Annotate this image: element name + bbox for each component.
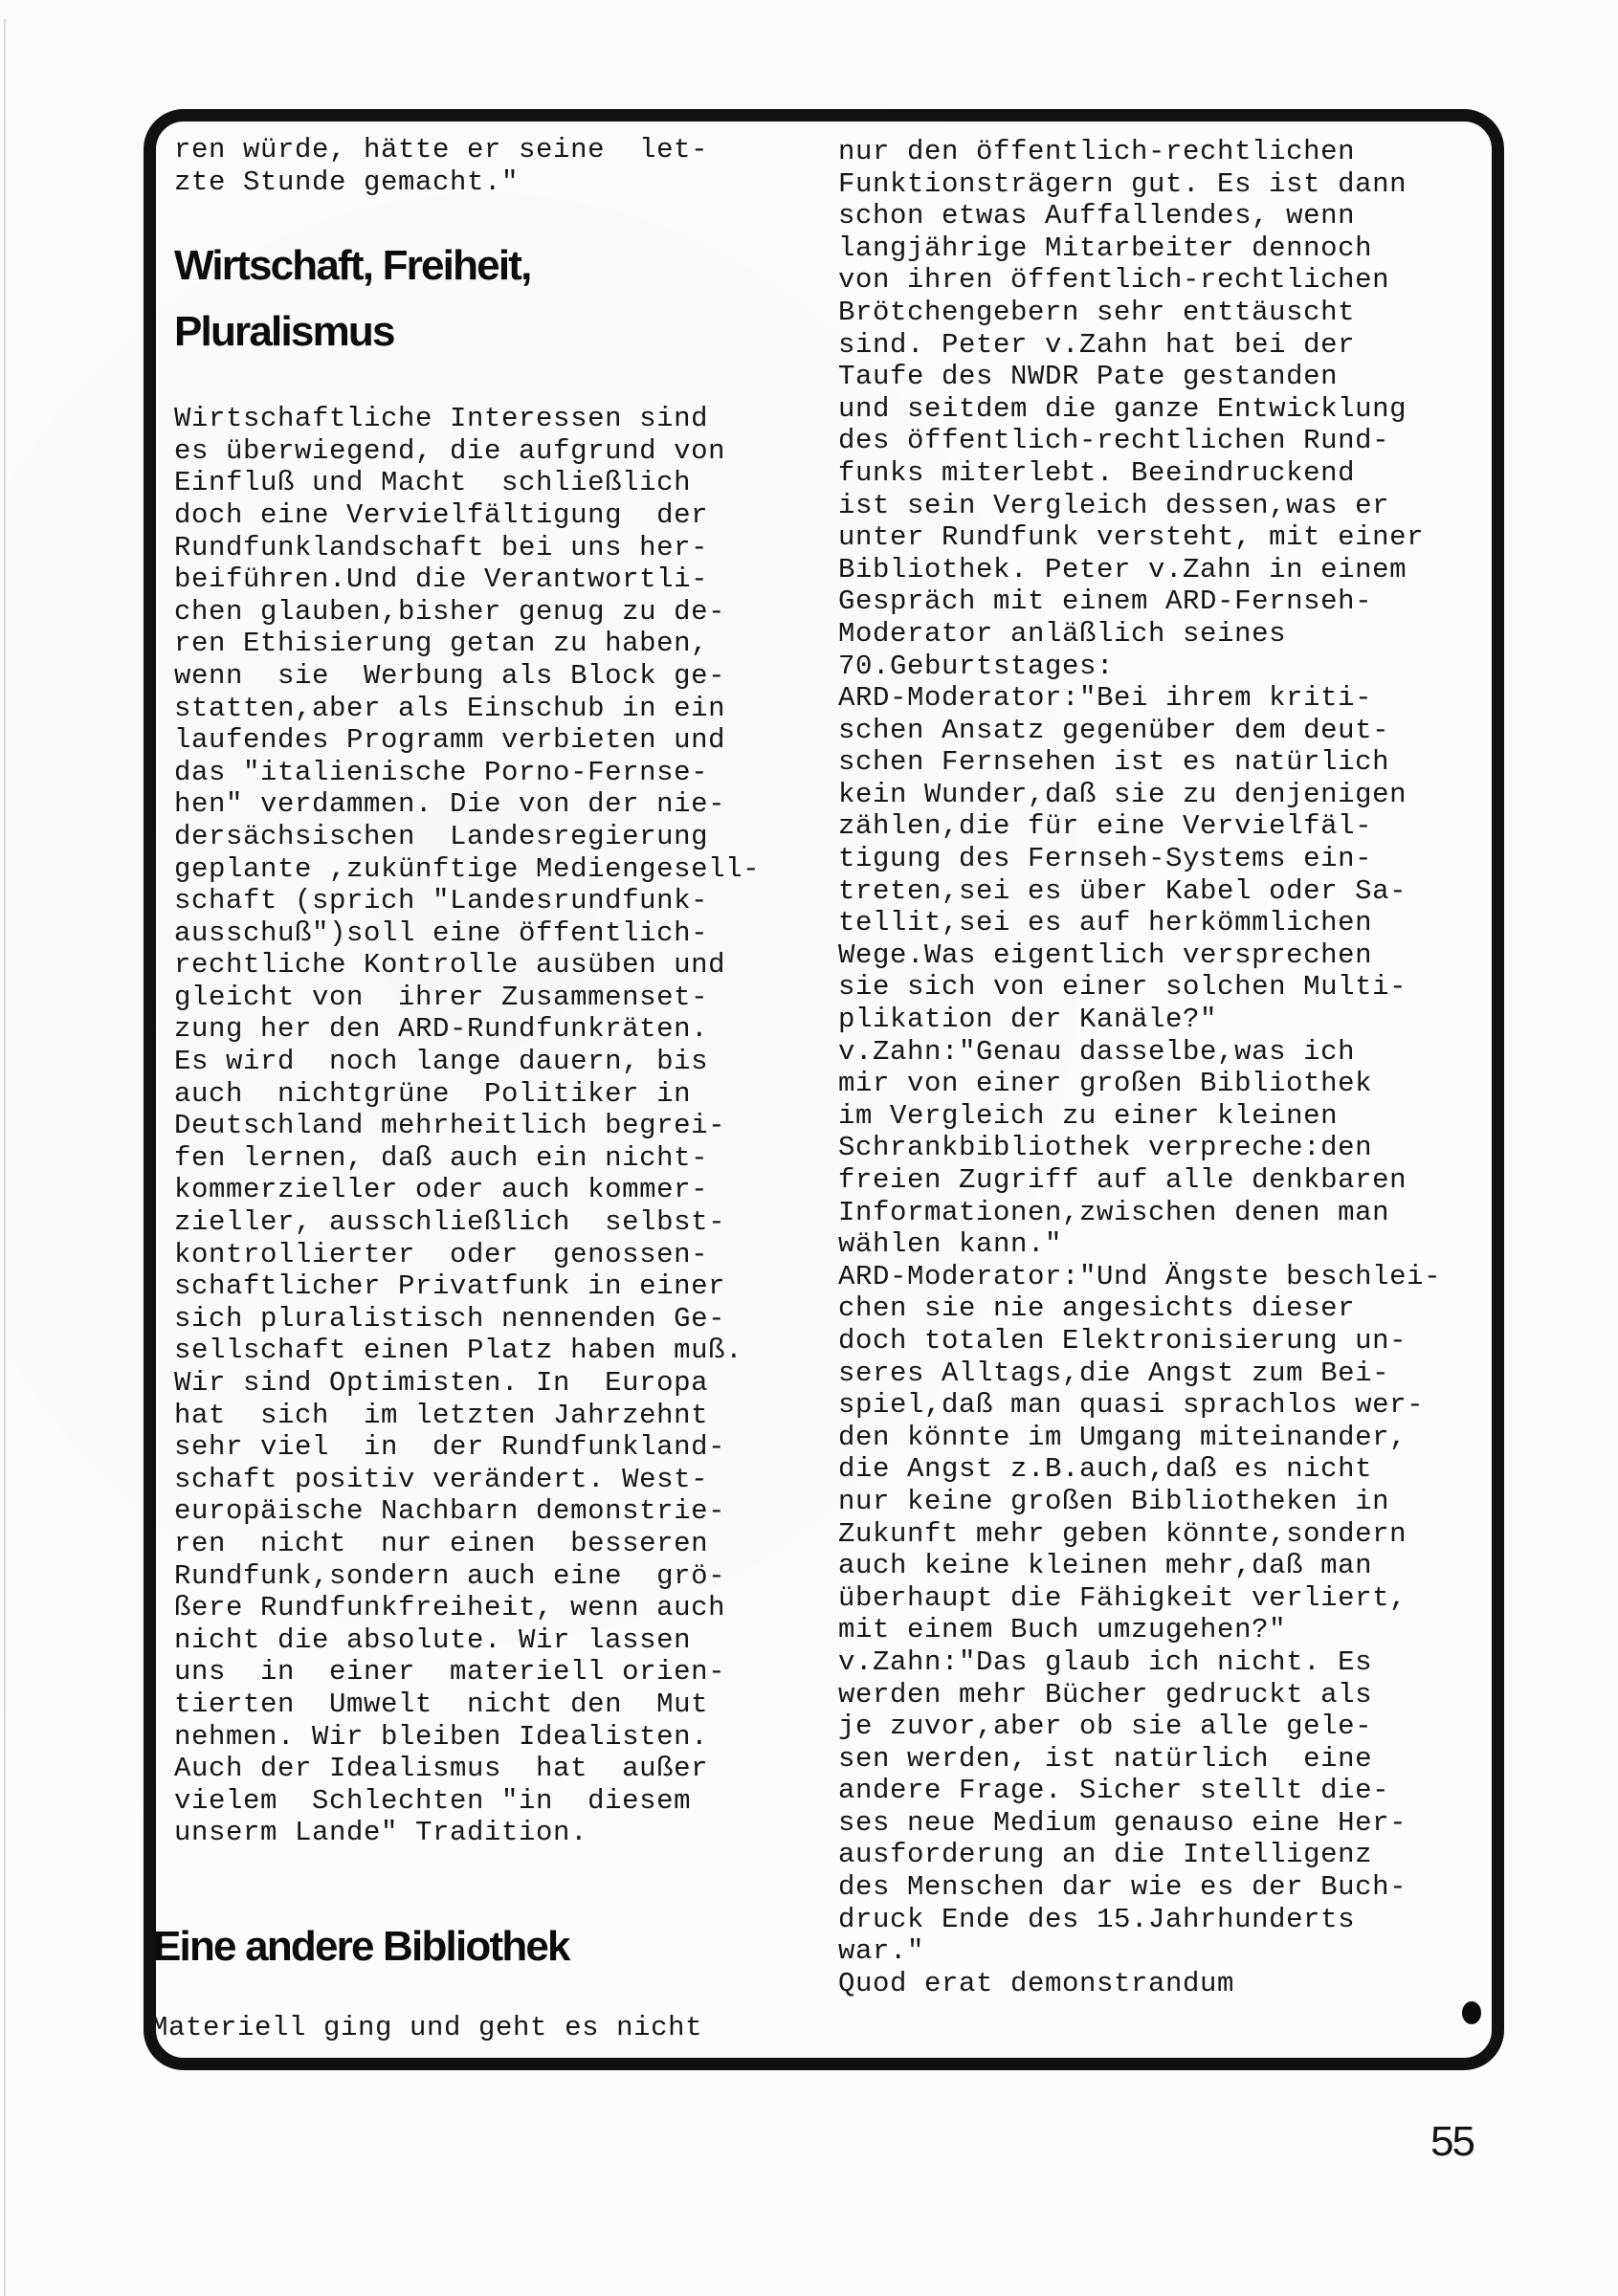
body-line: tierten Umwelt nicht den Mut: [174, 1688, 709, 1720]
body-line: Informationen,zwischen denen man: [838, 1196, 1390, 1228]
body-line: hen" verdammen. Die von der nie-: [174, 788, 726, 821]
body-line: laufendes Programm verbieten und: [174, 724, 726, 757]
body-line: plikation der Kanäle?": [838, 1004, 1218, 1036]
body-line: chen glauben,bisher genug zu de-: [174, 595, 726, 628]
right-column-body: [838, 136, 1508, 1999]
body-line: schen Ansatz gegenüber dem deut-: [838, 714, 1390, 746]
intro-line: ren würde, hätte er seine let-: [174, 134, 709, 166]
right-column: [838, 134, 1508, 1999]
body-line: ßere Rundfunkfreiheit, wenn auch: [174, 1592, 726, 1624]
body-line: dersächsischen Landesregierung: [174, 820, 709, 852]
left-column: [151, 134, 806, 2044]
body-line: tigung des Fernseh-Systems ein-: [838, 843, 1373, 875]
body-line: sellschaft einen Platz haben muß.: [174, 1335, 743, 1367]
body-line: ARD-Moderator:"Bei ihrem kriti-: [838, 682, 1373, 715]
body-line: nur keine großen Bibliotheken in: [838, 1485, 1390, 1517]
body-line: schaftlicher Privatfunk in einer: [174, 1270, 726, 1303]
body-line: den könnte im Umgang miteinander,: [838, 1421, 1407, 1453]
body-line: tellit,sei es auf herkömmlichen: [838, 907, 1373, 939]
body-line: schaft positiv verändert. West-: [174, 1463, 709, 1495]
body-line: Materiell ging und geht es nicht: [151, 2011, 703, 2043]
body-line: Schrankbibliothek verpreche:den: [838, 1132, 1373, 1164]
body-line: zieller, ausschließlich selbst-: [174, 1206, 726, 1239]
body-line: wenn sie Werbung als Block ge-: [174, 659, 726, 692]
body-line: ren nicht nur einen besseren: [174, 1527, 709, 1559]
body-line: des öffentlich-rechtlichen Rund-: [838, 425, 1390, 457]
body-line: freien Zugriff auf alle denkbaren: [838, 1164, 1407, 1196]
body-line: sen werden, ist natürlich eine: [838, 1742, 1373, 1775]
body-line: Gespräch mit einem ARD-Fernseh-: [838, 585, 1373, 618]
body-line: rechtliche Kontrolle ausüben und: [174, 949, 726, 982]
body-line: v.Zahn:"Genau dasselbe,was ich: [838, 1035, 1356, 1068]
body-line: kommerzieller oder auch kommer-: [174, 1174, 709, 1206]
body-line: ses neue Medium genauso eine Her-: [838, 1806, 1407, 1839]
body-line: nehmen. Wir bleiben Idealisten.: [174, 1720, 709, 1753]
body-line: andere Frage. Sicher stellt die-: [838, 1775, 1390, 1807]
intro-line: zte Stunde gemacht.": [174, 166, 520, 198]
body-line: mit einem Buch umzugehen?": [838, 1614, 1287, 1646]
body-line: Funktionsträgern gut. Es ist dann: [838, 167, 1407, 200]
body-line: Es wird noch lange dauern, bis: [174, 1046, 709, 1078]
spacer: [174, 1976, 806, 2012]
body-line: auch keine kleinen mehr,daß man: [838, 1550, 1373, 1582]
scan-edge-shadow: [4, 19, 7, 2296]
body-line: ren Ethisierung getan zu haben,: [174, 628, 709, 660]
body-line: doch totalen Elektronisierung un-: [838, 1324, 1407, 1357]
body-line: fen lernen, daß auch ein nicht-: [174, 1141, 709, 1174]
body-line: Taufe des NWDR Pate gestanden: [838, 361, 1339, 393]
body-line: sind. Peter v.Zahn hat bei der: [838, 328, 1356, 361]
body-line: Wirtschaftliche Interessen sind: [174, 403, 709, 435]
body-line: sie sich von einer solchen Multi-: [838, 971, 1407, 1004]
body-line: von ihren öffentlich-rechtlichen: [838, 264, 1390, 297]
body-line: schen Fernsehen ist es natürlich: [838, 746, 1390, 779]
body-line: Bibliothek. Peter v.Zahn in einem: [838, 553, 1407, 585]
body-line: Quod erat demonstrandum: [838, 1967, 1235, 1999]
body-line: ausforderung an die Intelligenz: [838, 1839, 1373, 1871]
body-line: beiführen.Und die Verantwortli-: [174, 563, 709, 596]
body-line: ausschuß")soll eine öffentlich-: [174, 916, 709, 949]
body-line: war.": [838, 1935, 925, 1968]
body-line: ARD-Moderator:"Und Ängste beschlei-: [838, 1260, 1442, 1292]
body-line: im Vergleich zu einer kleinen: [838, 1099, 1339, 1132]
body-line: Zukunft mehr geben könnte,sondern: [838, 1517, 1407, 1550]
body-line: auch nichtgrüne Politiker in: [174, 1077, 692, 1110]
body-line: Brötchengebern sehr enttäuscht: [838, 296, 1356, 328]
body-line: nur den öffentlich-rechtlichen: [838, 136, 1356, 167]
body-line: 70.Geburtstages:: [838, 650, 1115, 682]
body-line: europäische Nachbarn demonstrie-: [174, 1495, 726, 1528]
body-line: treten,sei es über Kabel oder Sa-: [838, 874, 1407, 907]
body-line: es überwiegend, die aufgrund von: [174, 434, 726, 467]
body-line: je zuvor,aber ob sie alle gele-: [838, 1711, 1373, 1743]
body-line: spiel,daß man quasi sprachlos wer-: [838, 1389, 1425, 1422]
body-line: werden mehr Bücher gedruckt als: [838, 1678, 1373, 1711]
body-line: Wir sind Optimisten. In Europa: [174, 1367, 709, 1399]
body-line: hat sich im letzten Jahrzehnt: [174, 1399, 709, 1431]
body-line: chen sie nie angesichts dieser: [838, 1292, 1356, 1325]
body-line: unter Rundfunk versteht, mit einer: [838, 521, 1425, 554]
body-line: sich pluralistisch nennenden Ge-: [174, 1302, 726, 1335]
section-heading-wirtschaft-line-2: Pluralismus: [174, 308, 394, 356]
spacer: [174, 1849, 806, 1918]
section-heading-wirtschaft-line-1: Wirtschaft, Freiheit,: [174, 242, 531, 290]
body-line: mir von einer großen Bibliothek: [838, 1068, 1373, 1100]
section-heading-bibliothek: Eine andere Bibliothek: [153, 1922, 569, 1970]
body-line: schaft (sprich "Landesrundfunk-: [174, 885, 709, 917]
body-line: vielem Schlechten "in diesem: [174, 1784, 692, 1817]
body-line: und seitdem die ganze Entwicklung: [838, 392, 1407, 425]
body-line: die Angst z.B.auch,daß es nicht: [838, 1453, 1373, 1486]
body-line: wählen kann.": [838, 1228, 1063, 1261]
body-line: statten,aber als Einschub in ein: [174, 692, 726, 724]
body-line: gleicht von ihrer Zusammenset-: [174, 981, 709, 1013]
body-line: doch eine Vervielfältigung der: [174, 498, 709, 531]
body-line: nicht die absolute. Wir lassen: [174, 1623, 692, 1656]
body-line: Auch der Idealismus hat außer: [174, 1753, 709, 1785]
body-line: schon etwas Auffallendes, wenn: [838, 200, 1356, 232]
body-line: kein Wunder,daß sie zu denjenigen: [838, 778, 1407, 810]
body-line: des Menschen dar wie es der Buch-: [838, 1871, 1407, 1904]
body-line: das "italienische Porno-Fernse-: [174, 756, 709, 788]
body-line: zählen,die für eine Vervielfäl-: [838, 810, 1373, 843]
body-line: Wege.Was eigentlich versprechen: [838, 938, 1373, 971]
body-line: Rundfunklandschaft bei uns her-: [174, 531, 709, 563]
body-line: sehr viel in der Rundfunkland-: [174, 1431, 726, 1464]
body-line: ist sein Vergleich dessen,was er: [838, 489, 1390, 521]
body-line: langjährige Mitarbeiter dennoch: [838, 232, 1373, 264]
body-line: funks miterlebt. Beeindruckend: [838, 456, 1356, 489]
body-line: zung her den ARD-Rundfunkräten.: [174, 1013, 709, 1046]
body-line: uns in einer materiell orien-: [174, 1656, 726, 1689]
body-line: Rundfunk,sondern auch eine grö-: [174, 1559, 726, 1592]
section-1-body: [174, 403, 806, 1849]
body-line: überhaupt die Fähigkeit verliert,: [838, 1581, 1407, 1614]
spacer: [174, 368, 806, 403]
body-line: druck Ende des 15.Jahrhunderts: [838, 1903, 1356, 1935]
body-line: unserm Lande" Tradition.: [174, 1817, 588, 1849]
body-line: geplante ,zukünftige Mediengesell-: [174, 852, 761, 885]
body-line: Deutschland mehrheitlich begrei-: [174, 1110, 726, 1142]
body-line: kontrollierter oder genossen-: [174, 1238, 709, 1270]
end-of-article-bullet-icon: [1462, 2001, 1481, 2024]
page-number: 55: [1430, 2118, 1474, 2165]
body-line: v.Zahn:"Das glaub ich nicht. Es: [838, 1645, 1373, 1678]
body-line: Moderator anläßlich seines: [838, 617, 1287, 650]
body-line: seres Alltags,die Angst zum Bei-: [838, 1357, 1390, 1389]
body-line: Einfluß und Macht schließlich: [174, 467, 692, 499]
